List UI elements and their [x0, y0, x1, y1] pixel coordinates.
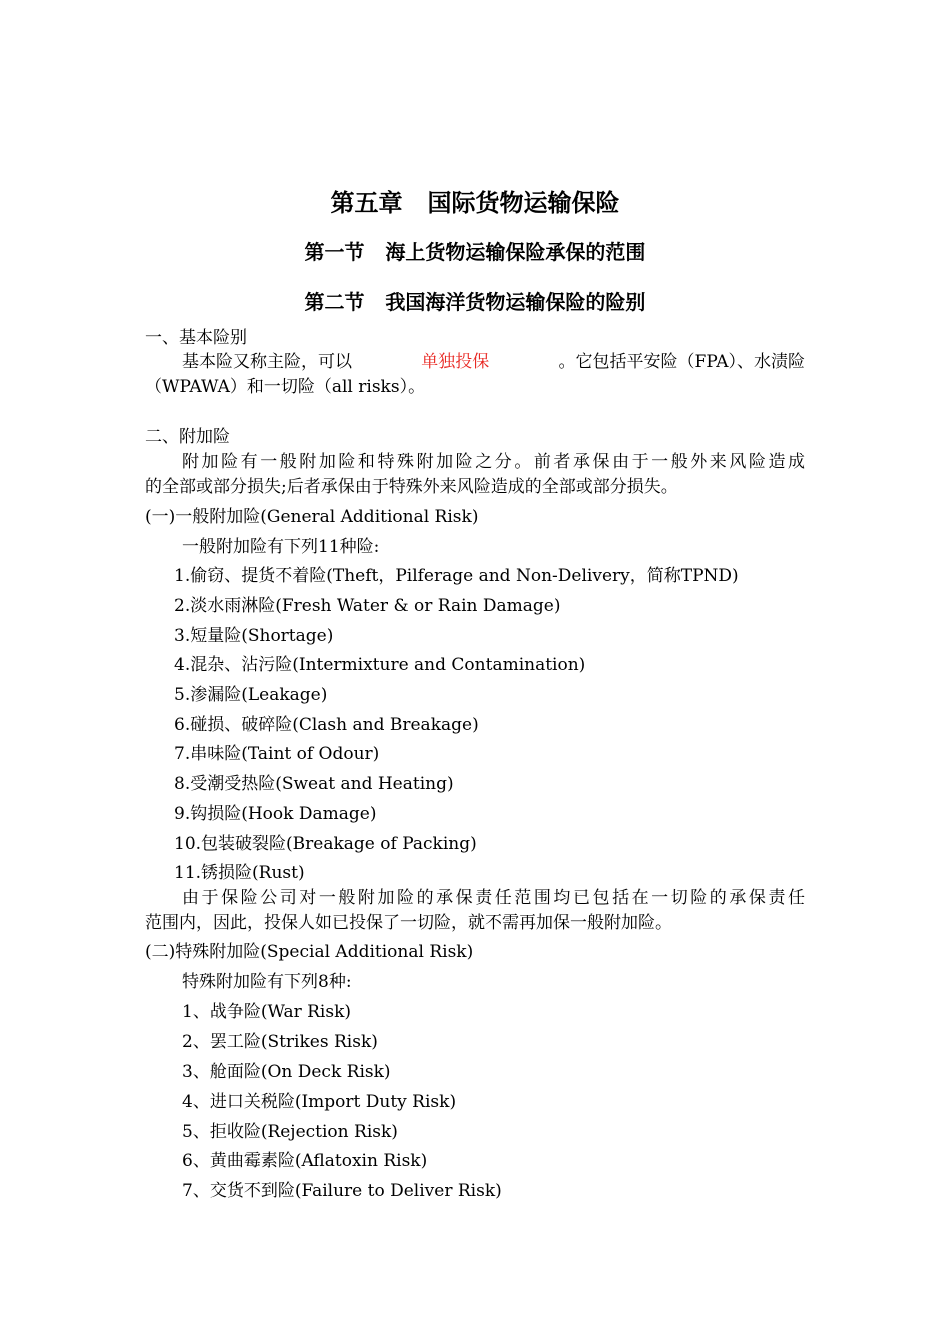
additional-heading: 二、附加险: [145, 427, 230, 447]
special-item: 7、交货不到险(Failure to Deliver Risk): [182, 1181, 502, 1201]
chapter-title: 第五章 国际货物运输保险: [330, 189, 620, 217]
special-item: 4、进口关税险(Import Duty Risk): [182, 1092, 457, 1112]
special-item: 6、黄曲霉素险(Aflatoxin Risk): [182, 1151, 428, 1171]
general-note-line2: 范围内，因此，投保人如已投保了一切险，就不需再加保一般附加险。: [145, 913, 672, 933]
special-item: 5、拒收险(Rejection Risk): [182, 1122, 398, 1142]
general-item: 9.钩损险(Hook Damage): [174, 804, 377, 824]
general-heading: (一)一般附加险(General Additional Risk): [145, 507, 479, 527]
general-item: 8.受潮受热险(Sweat and Heating): [174, 774, 454, 794]
general-note-line1: 由于保险公司对一般附加险的承保责任范围均已包括在一切险的承保责任: [182, 888, 805, 908]
basic-paragraph-line1: [182, 350, 805, 374]
basic-line1-post: 。它包括平安险（FPA）、水渍险: [558, 352, 805, 372]
general-item: 4.混杂、沾污险(Intermixture and Contamination): [174, 655, 586, 675]
special-intro: 特殊附加险有下列8种:: [182, 972, 352, 992]
basic-line1-pre: 基本险又称主险，可以: [182, 352, 352, 372]
general-item: 2.淡水雨淋险(Fresh Water & or Rain Damage): [174, 596, 561, 616]
special-heading: (二)特殊附加险(Special Additional Risk): [145, 942, 474, 962]
basic-paragraph-line2: （WPAWA）和一切险（all risks）。: [145, 377, 426, 397]
additional-intro-line2: 的全部或部分损失;后者承保由于特殊外来风险造成的全部或部分损失。: [145, 477, 678, 497]
general-item: 10.包装破裂险(Breakage of Packing): [174, 834, 477, 854]
basic-heading: 一、基本险别: [145, 328, 247, 348]
general-item: 7.串味险(Taint of Odour): [174, 744, 380, 764]
general-item: 1.偷窃、提货不着险(Theft，Pilferage and Non-Delivery，简称TPND): [174, 566, 739, 586]
general-item: 11.锈损险(Rust): [174, 863, 305, 883]
special-item: 1、战争险(War Risk): [182, 1002, 352, 1022]
section1-title: 第一节 海上货物运输保险承保的范围: [304, 240, 646, 264]
section2-title: 第二节 我国海洋货物运输保险的险别: [304, 290, 646, 314]
general-item: 3.短量险(Shortage): [174, 626, 334, 646]
general-item: 5.渗漏险(Leakage): [174, 685, 328, 705]
additional-intro-line1: 附加险有一般附加险和特殊附加险之分。前者承保由于一般外来风险造成: [182, 452, 805, 472]
general-intro: 一般附加险有下列11种险:: [182, 537, 380, 557]
special-item: 2、罢工险(Strikes Risk): [182, 1032, 378, 1052]
general-item: 6.碰损、破碎险(Clash and Breakage): [174, 715, 479, 735]
special-item: 3、舱面险(On Deck Risk): [182, 1062, 391, 1082]
basic-line1-highlight: 单独投保: [421, 352, 490, 372]
